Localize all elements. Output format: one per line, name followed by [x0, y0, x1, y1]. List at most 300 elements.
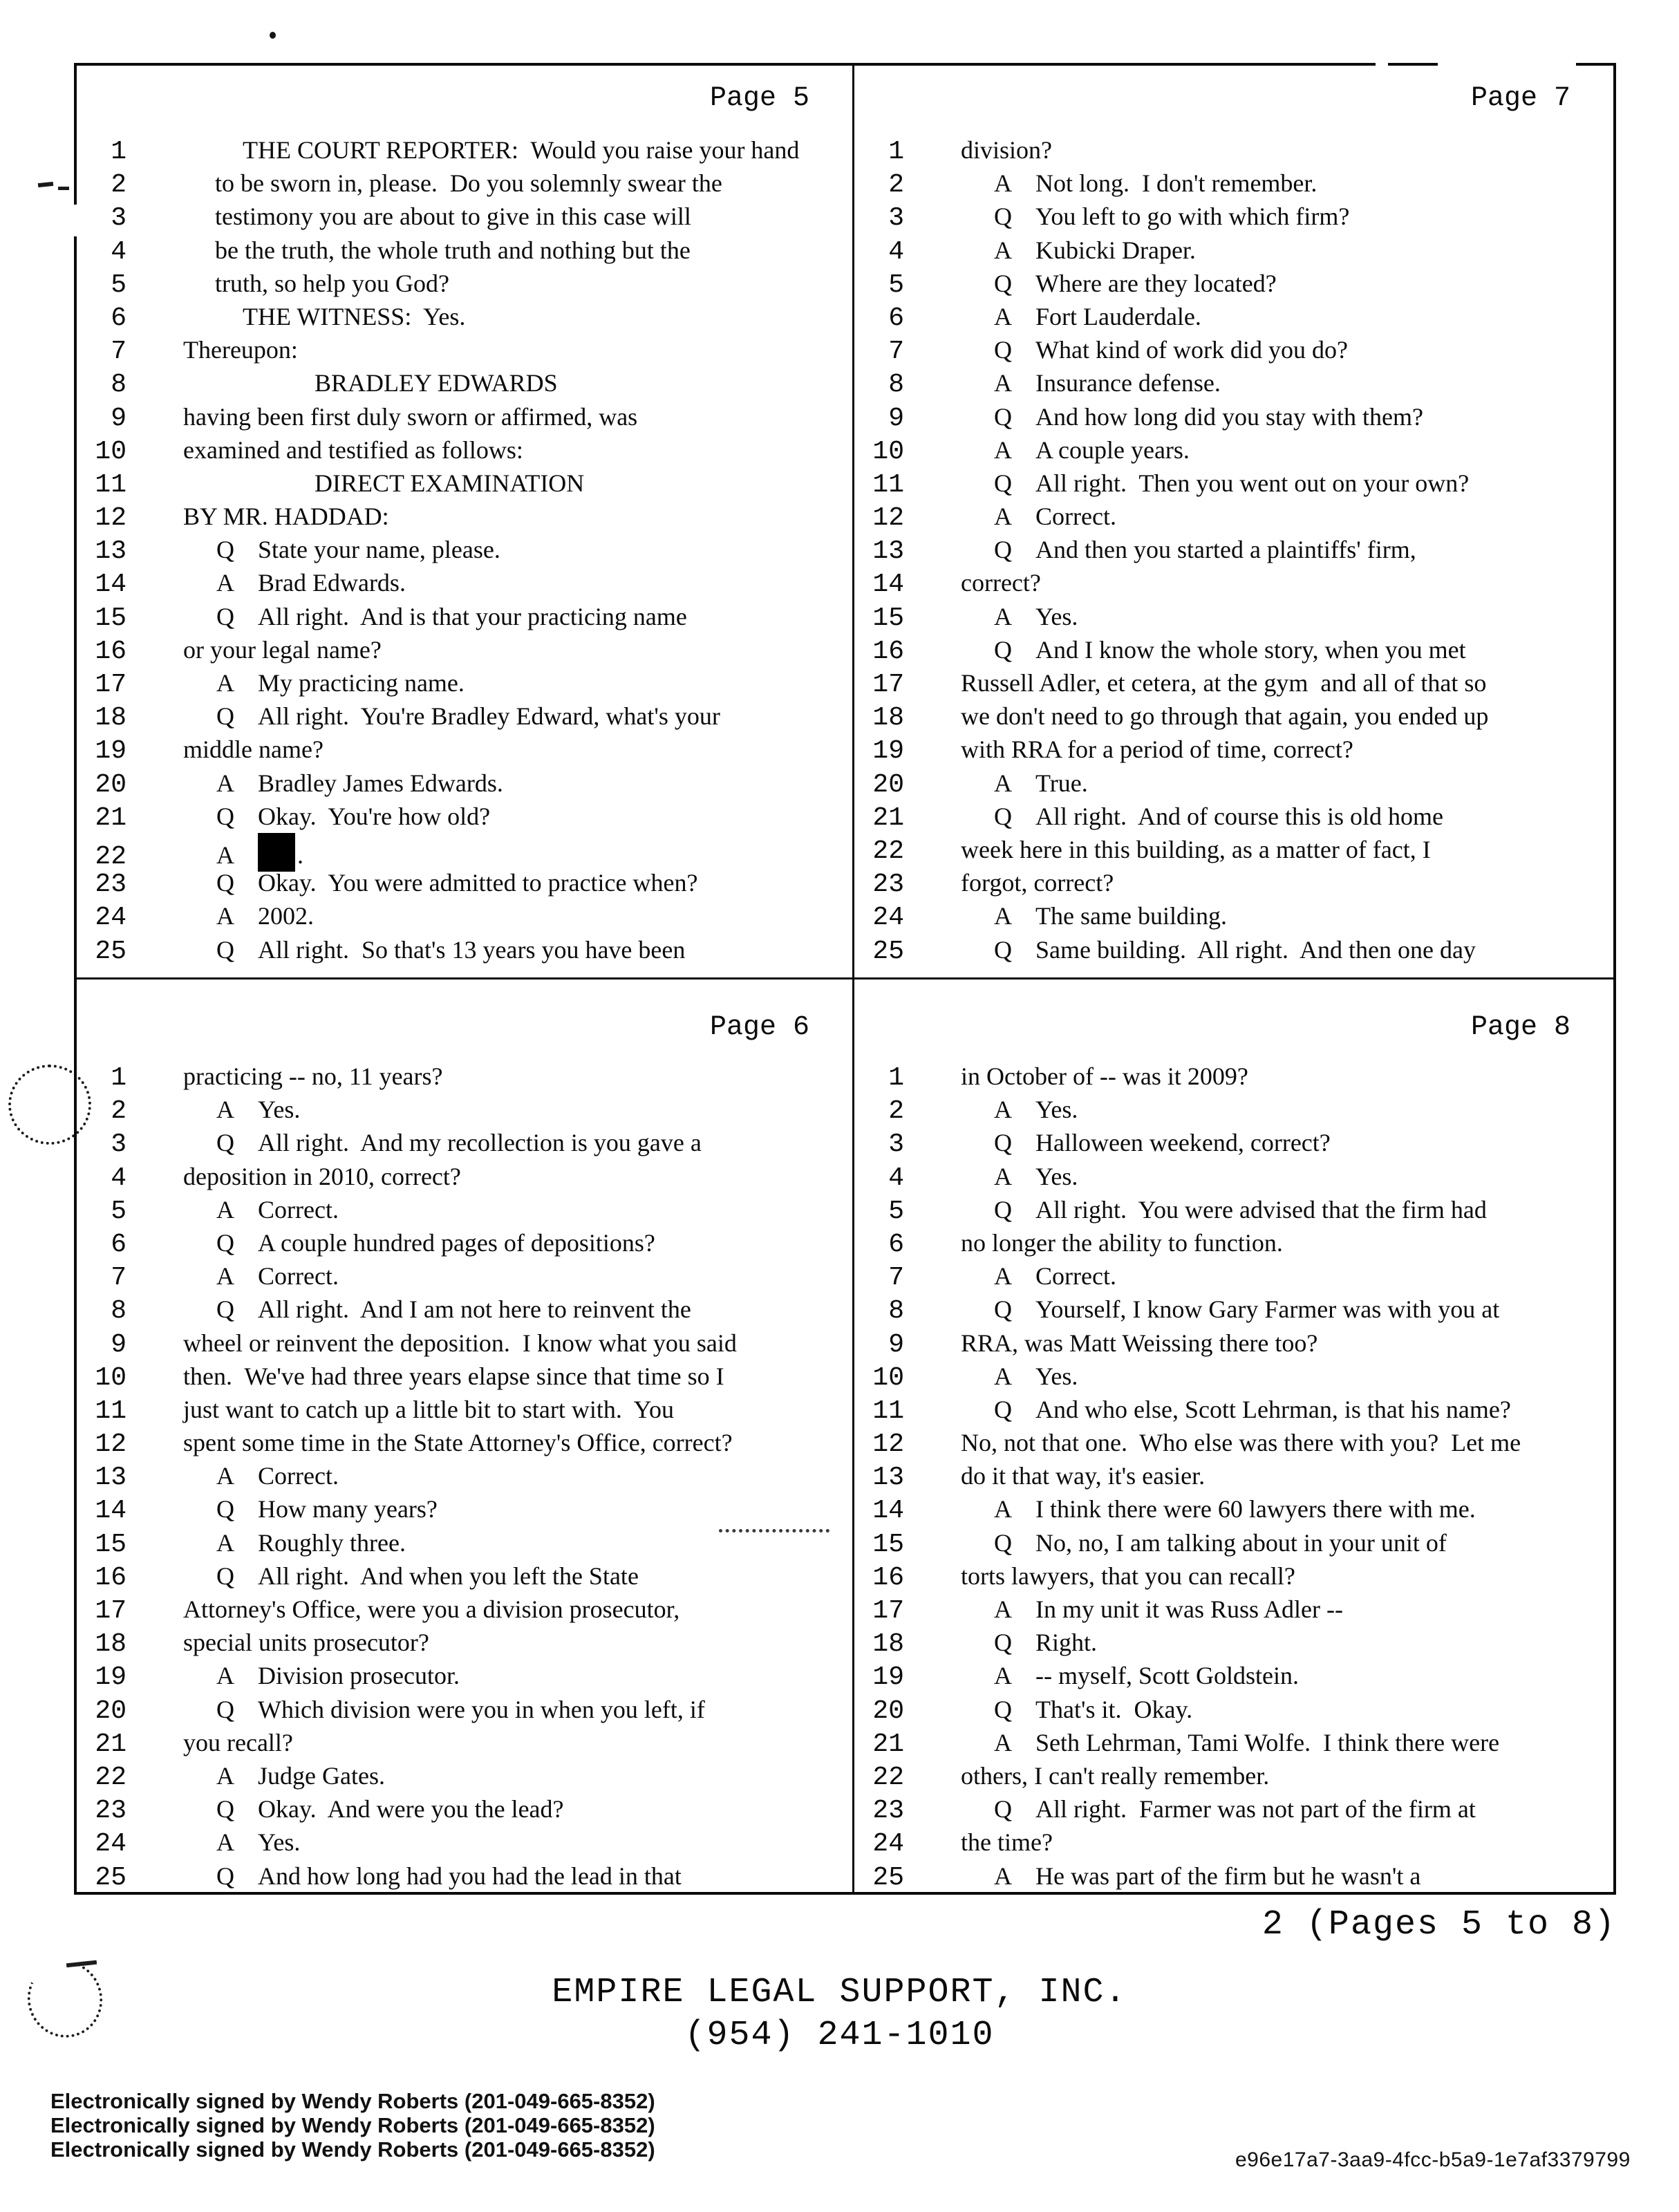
- qa-prefix: A: [994, 1662, 1012, 1690]
- line-text: deposition in 2010, correct?: [183, 1162, 461, 1190]
- line-number: 25: [95, 1862, 126, 1893]
- transcript-line: [854, 899, 1613, 932]
- signature-line: Electronically signed by Wendy Roberts (201-049-665-8352): [50, 2089, 655, 2113]
- qa-prefix: Q: [994, 1695, 1012, 1723]
- transcript-line: [854, 267, 1613, 300]
- answer-text: 2002.: [258, 902, 314, 930]
- answer-text: All right. You're Bradley Edward, what's your: [258, 702, 720, 731]
- line-text: the time?: [961, 1828, 1053, 1857]
- transcript-line: [77, 267, 852, 300]
- qa-prefix: Q: [216, 602, 234, 630]
- line-number: 23: [95, 1796, 126, 1826]
- line-number: 13: [95, 536, 126, 567]
- transcript-line: [77, 533, 852, 566]
- qa-prefix: A: [216, 1462, 234, 1490]
- line-number: 7: [111, 337, 126, 367]
- transcript-line: [854, 533, 1613, 566]
- transcript-line: [77, 767, 852, 800]
- qa-prefix: A: [216, 1096, 234, 1124]
- transcript-line: [854, 1792, 1613, 1826]
- line-number: 21: [872, 803, 904, 833]
- transcript-line: [77, 1259, 852, 1293]
- qa-prefix: Q: [216, 869, 234, 897]
- answer-text: What kind of work did you do?: [1035, 336, 1348, 364]
- transcript-line: [854, 1826, 1613, 1859]
- line-text: [126, 1526, 406, 1559]
- line-text: or your legal name?: [183, 635, 382, 664]
- qa-prefix: Q: [994, 536, 1012, 564]
- answer-text: Halloween weekend, correct?: [1035, 1129, 1331, 1157]
- transcript-line: [77, 1459, 852, 1492]
- answer-text: You left to go with which firm?: [1035, 203, 1350, 231]
- signature-line: Electronically signed by Wendy Roberts (201-049-665-8352): [50, 2137, 655, 2162]
- margin-dash-artifact: [58, 187, 69, 190]
- answer-text: .: [297, 841, 303, 869]
- line-number: 14: [95, 570, 126, 600]
- answer-text: Brad Edwards.: [258, 569, 406, 597]
- line-number: 24: [872, 1829, 904, 1859]
- qa-prefix: Q: [216, 802, 234, 830]
- transcript-line: [854, 1693, 1613, 1726]
- answer-text: My practicing name.: [258, 669, 465, 697]
- answer-text: Yes.: [1035, 1096, 1078, 1124]
- transcript-line: [854, 633, 1613, 666]
- line-number: 5: [888, 270, 904, 300]
- line-text: [904, 167, 1317, 200]
- answer-text: Roughly three.: [258, 1528, 406, 1557]
- line-text: [904, 200, 1349, 233]
- line-number: 8: [888, 1296, 904, 1327]
- line-number: 10: [95, 1362, 126, 1393]
- line-text: middle name?: [183, 735, 323, 764]
- transcript-line: [77, 933, 852, 966]
- answer-text: A couple hundred pages of depositions?: [258, 1228, 655, 1257]
- margin-dash-artifact: [38, 182, 54, 187]
- line-number: 16: [872, 636, 904, 666]
- transcript-line: [77, 1659, 852, 1692]
- transcript-line: [854, 1459, 1613, 1492]
- line-number: 8: [111, 1296, 126, 1327]
- transcript-line: [77, 500, 852, 533]
- line-number: 16: [95, 1562, 126, 1593]
- line-text: division?: [961, 136, 1052, 164]
- line-number: 3: [111, 203, 126, 234]
- border-gap-artifact: [1376, 61, 1388, 68]
- line-text: special units prosecutor?: [183, 1629, 429, 1657]
- line-text: [904, 533, 1416, 566]
- line-number: 22: [95, 841, 126, 872]
- transcript-line: [77, 133, 852, 167]
- transcript-line: [854, 433, 1613, 467]
- line-number: 7: [888, 337, 904, 367]
- answer-text: Okay. You were admitted to practice when?: [258, 869, 698, 897]
- line-text: [904, 1526, 1447, 1559]
- line-text: [904, 1093, 1078, 1126]
- line-text: correct?: [961, 569, 1041, 597]
- line-text: [904, 1259, 1116, 1293]
- line-number: 5: [111, 1196, 126, 1226]
- line-number: 12: [872, 503, 904, 534]
- qa-prefix: Q: [994, 1295, 1012, 1324]
- line-number: 3: [888, 203, 904, 234]
- line-text: [126, 1226, 655, 1259]
- answer-text: All right. You were advised that the firm had: [1035, 1195, 1487, 1224]
- line-text: [904, 767, 1088, 800]
- transcript-line: [77, 167, 852, 200]
- line-text: having been first duly sworn or affirmed, was: [183, 402, 638, 431]
- line-text: be the truth, the whole truth and nothing but the: [215, 236, 691, 264]
- transcript-line: [77, 1226, 852, 1259]
- line-number: 18: [872, 703, 904, 733]
- line-text: Attorney's Office, were you a division prosecutor,: [183, 1595, 680, 1623]
- line-text: [126, 1759, 385, 1792]
- transcript-line: [77, 1360, 852, 1393]
- qa-prefix: Q: [994, 469, 1012, 497]
- answer-text: Which division were you in when you left, if: [258, 1695, 705, 1723]
- line-text: [904, 1726, 1499, 1759]
- transcript-line: [854, 1160, 1613, 1193]
- line-number: 13: [95, 1463, 126, 1493]
- answer-text: And then you started a plaintiffs' firm,: [1035, 536, 1416, 564]
- qa-prefix: A: [994, 169, 1012, 198]
- transcript-line: [854, 1759, 1613, 1792]
- qa-prefix: A: [216, 669, 234, 697]
- transcript-line: [854, 1659, 1613, 1692]
- answer-text: All right. And when you left the State: [258, 1562, 639, 1590]
- line-number: 15: [872, 603, 904, 633]
- line-number: 12: [95, 503, 126, 534]
- transcript-line: [854, 1393, 1613, 1426]
- line-text: with RRA for a period of time, correct?: [961, 735, 1353, 764]
- line-number: 6: [111, 1229, 126, 1259]
- qa-prefix: A: [994, 369, 1012, 397]
- transcript-line: [854, 1360, 1613, 1393]
- answer-text: That's it. Okay.: [1035, 1695, 1193, 1723]
- line-number: 4: [111, 236, 126, 267]
- transcript-line: [77, 1093, 852, 1126]
- line-text: forgot, correct?: [961, 869, 1114, 897]
- answer-text: Yes.: [1035, 1362, 1078, 1390]
- transcript-line: [77, 300, 852, 333]
- line-number: 11: [95, 469, 126, 500]
- line-number: 1: [111, 1063, 126, 1093]
- line-text: [126, 1859, 682, 1893]
- transcript-line: [854, 333, 1613, 366]
- line-text: [904, 366, 1221, 400]
- line-text: [126, 767, 503, 800]
- answer-text: Division prosecutor.: [258, 1662, 460, 1690]
- transcript-line: [77, 1792, 852, 1826]
- answer-text: And how long had you had the lead in that: [258, 1862, 682, 1890]
- line-number: 25: [95, 936, 126, 966]
- line-text: in October of -- was it 2009?: [961, 1062, 1248, 1090]
- line-number: 23: [872, 870, 904, 900]
- line-text: to be sworn in, please. Do you solemnly swear the: [215, 169, 722, 198]
- qa-prefix: Q: [216, 702, 234, 731]
- qa-prefix: Q: [216, 1295, 234, 1324]
- line-number: 3: [888, 1130, 904, 1160]
- transcript-line: [77, 366, 852, 400]
- answer-text: No, no, I am talking about in your unit of: [1035, 1528, 1447, 1557]
- line-number: 2: [888, 1096, 904, 1127]
- line-number: 19: [95, 1662, 126, 1693]
- line-text: [904, 1693, 1192, 1726]
- line-number: 17: [95, 1596, 126, 1626]
- page-5-panel: [77, 66, 854, 980]
- transcript-line: [77, 1160, 852, 1193]
- transcript-lines: [77, 1060, 852, 1893]
- line-text: BY MR. HADDAD:: [183, 503, 389, 531]
- line-text: [126, 666, 465, 700]
- line-number: 1: [111, 137, 126, 167]
- qa-prefix: Q: [216, 1228, 234, 1257]
- line-number: 15: [95, 1529, 126, 1559]
- line-number: 22: [95, 1762, 126, 1792]
- transcript-grid: [74, 63, 1616, 1895]
- line-text: testimony you are about to give in this case will: [215, 203, 691, 231]
- line-text: [904, 600, 1078, 633]
- transcript-line: [854, 933, 1613, 966]
- qa-prefix: Q: [994, 1129, 1012, 1157]
- line-number: 8: [111, 370, 126, 400]
- line-text: [904, 1492, 1476, 1526]
- line-text: then. We've had three years elapse since that time so I: [183, 1362, 724, 1390]
- line-text: [904, 1293, 1499, 1326]
- transcript-line: [77, 1193, 852, 1226]
- line-text: others, I can't really remember.: [961, 1761, 1270, 1790]
- line-text: no longer the ability to function.: [961, 1228, 1283, 1257]
- qa-prefix: Q: [994, 1795, 1012, 1824]
- answer-text: Yourself, I know Gary Farmer was with you at: [1035, 1295, 1500, 1324]
- qa-prefix: A: [994, 1362, 1012, 1390]
- qa-prefix: Q: [994, 269, 1012, 297]
- line-text: [126, 533, 500, 566]
- answer-text: Insurance defense.: [1035, 369, 1221, 397]
- transcript-lines: [854, 1060, 1613, 1893]
- answer-text: Okay. You're how old?: [258, 802, 491, 830]
- qa-prefix: A: [216, 569, 234, 597]
- line-number: 2: [111, 170, 126, 200]
- line-number: 14: [95, 1496, 126, 1526]
- qa-prefix: Q: [994, 802, 1012, 830]
- line-text: torts lawyers, that you can recall?: [961, 1562, 1295, 1590]
- line-text: [126, 800, 490, 833]
- scan-speck-artifact: [270, 32, 276, 39]
- transcript-line: [77, 833, 852, 872]
- line-number: 1: [888, 1063, 904, 1093]
- line-number: 23: [872, 1796, 904, 1826]
- qa-prefix: A: [994, 1162, 1012, 1190]
- answer-text: All right. And my recollection is you gave a: [258, 1129, 702, 1157]
- transcript-line: [77, 433, 852, 467]
- line-number: 10: [95, 436, 126, 467]
- line-text: you recall?: [183, 1728, 293, 1756]
- line-text: do it that way, it's easier.: [961, 1462, 1206, 1490]
- line-text: [904, 899, 1227, 932]
- line-text: No, not that one. Who else was there with you? Let me: [961, 1429, 1521, 1457]
- transcript-line: [854, 566, 1613, 599]
- line-text: [126, 1126, 702, 1159]
- qa-prefix: Q: [216, 1862, 234, 1890]
- transcript-line: [854, 1526, 1613, 1559]
- line-number: 2: [888, 170, 904, 200]
- page-number-header: Page 6: [709, 1012, 809, 1043]
- line-text: [126, 1259, 339, 1293]
- answer-text: All right. So that's 13 years you have been: [258, 935, 686, 964]
- qa-prefix: Q: [994, 1528, 1012, 1557]
- transcript-line: [77, 1526, 852, 1559]
- qa-prefix: Q: [994, 1629, 1012, 1657]
- line-number: 23: [95, 870, 126, 900]
- line-number: 16: [95, 636, 126, 666]
- transcript-line: [77, 566, 852, 599]
- transcript-line: [77, 733, 852, 766]
- line-text: [904, 1160, 1078, 1193]
- transcript-line: [854, 767, 1613, 800]
- qa-prefix: A: [994, 769, 1012, 797]
- border-gap-artifact: [72, 205, 79, 236]
- line-number: 21: [95, 803, 126, 833]
- qa-prefix: A: [994, 1862, 1012, 1890]
- line-number: 14: [872, 1496, 904, 1526]
- transcript-line: [77, 1327, 852, 1360]
- signature-block: [50, 2089, 655, 2162]
- transcript-line: [854, 467, 1613, 500]
- line-number: 4: [888, 1163, 904, 1193]
- answer-text: Correct.: [258, 1195, 339, 1224]
- line-text: [126, 600, 687, 633]
- line-number: 25: [872, 1862, 904, 1893]
- transcript-line: [77, 333, 852, 366]
- qa-prefix: Q: [216, 1795, 234, 1824]
- answer-text: In my unit it was Russ Adler --: [1035, 1595, 1343, 1623]
- transcript-line: [854, 300, 1613, 333]
- answer-text: Same building. All right. And then one day: [1035, 935, 1476, 964]
- line-number: 18: [872, 1629, 904, 1660]
- line-text: [904, 933, 1476, 966]
- line-text: [126, 1193, 339, 1226]
- line-number: 7: [888, 1263, 904, 1293]
- answer-text: Judge Gates.: [258, 1761, 385, 1790]
- line-number: 5: [888, 1196, 904, 1226]
- line-text: spent some time in the State Attorney's Office, correct?: [183, 1429, 733, 1457]
- line-number: 20: [872, 1696, 904, 1726]
- transcript-line: [77, 1060, 852, 1093]
- document-id: e96e17a7-3aa9-4fcc-b5a9-1e7af3379799: [1235, 2148, 1631, 2171]
- transcript-line: [854, 133, 1613, 167]
- line-number: 22: [872, 836, 904, 866]
- qa-prefix: A: [216, 1662, 234, 1690]
- line-text: THE COURT REPORTER: Would you raise your hand: [243, 136, 800, 164]
- line-number: 25: [872, 936, 904, 966]
- line-number: 4: [111, 1163, 126, 1193]
- line-number: 7: [111, 1263, 126, 1293]
- qa-prefix: Q: [216, 935, 234, 964]
- line-number: 15: [95, 603, 126, 633]
- line-number: 8: [888, 370, 904, 400]
- qa-prefix: Q: [994, 635, 1012, 664]
- qa-prefix: Q: [994, 402, 1012, 431]
- qa-prefix: A: [216, 841, 234, 869]
- page-number-header: Page 5: [709, 83, 809, 114]
- sheet-page-range-label: 2 (Pages 5 to 8): [1261, 1905, 1616, 1944]
- qa-prefix: A: [994, 435, 1012, 464]
- signature-line: Electronically signed by Wendy Roberts (201-049-665-8352): [50, 2113, 655, 2137]
- transcript-line: [854, 1593, 1613, 1626]
- line-text: [126, 566, 406, 599]
- line-text: week here in this building, as a matter of fact, I: [961, 835, 1431, 863]
- answer-text: Correct.: [1035, 1262, 1116, 1291]
- qa-prefix: Q: [994, 336, 1012, 364]
- qa-prefix: A: [994, 236, 1012, 264]
- answer-text: Correct.: [258, 1462, 339, 1490]
- border-gap-artifact: [1438, 61, 1576, 68]
- line-number: 4: [888, 236, 904, 267]
- transcript-line: [77, 666, 852, 700]
- transcript-line: [854, 1226, 1613, 1259]
- answer-text: All right. Farmer was not part of the firm at: [1035, 1795, 1476, 1824]
- qa-prefix: A: [994, 1495, 1012, 1524]
- transcript-line: [77, 467, 852, 500]
- answer-text: Yes.: [1035, 1162, 1078, 1190]
- answer-text: Not long. I don't remember.: [1035, 169, 1317, 198]
- line-text: [904, 300, 1201, 333]
- line-text: [126, 1559, 639, 1593]
- transcript-line: [77, 234, 852, 267]
- line-number: 9: [111, 1329, 126, 1360]
- transcript-line: [854, 1626, 1613, 1659]
- transcript-lines: [77, 133, 852, 966]
- line-number: 12: [95, 1430, 126, 1460]
- line-text: [126, 1693, 705, 1726]
- line-text: [904, 1792, 1476, 1826]
- transcript-line: [77, 1593, 852, 1626]
- line-number: 10: [872, 1362, 904, 1393]
- answer-text: I think there were 60 lawyers there with me.: [1035, 1495, 1476, 1524]
- qa-prefix: Q: [216, 1495, 234, 1524]
- answer-text: Fort Lauderdale.: [1035, 302, 1201, 330]
- transcript-line: [854, 400, 1613, 433]
- transcript-line: [854, 1293, 1613, 1326]
- answer-text: Where are they located?: [1035, 269, 1277, 297]
- transcript-line: [77, 1826, 852, 1859]
- line-number: 22: [872, 1762, 904, 1792]
- transcript-line: [77, 866, 852, 899]
- line-text: we don't need to go through that again, you ended up: [961, 702, 1489, 731]
- qa-prefix: Q: [994, 935, 1012, 964]
- line-number: 13: [872, 1463, 904, 1493]
- transcript-line: [854, 833, 1613, 866]
- line-text: examined and testified as follows:: [183, 435, 523, 464]
- qa-prefix: A: [216, 1262, 234, 1291]
- line-text: [904, 400, 1423, 433]
- line-number: 21: [95, 1729, 126, 1759]
- transcript-line: [77, 1859, 852, 1893]
- line-number: 20: [872, 769, 904, 800]
- transcript-line: [854, 1559, 1613, 1593]
- transcript-line: [854, 1193, 1613, 1226]
- line-text: [904, 267, 1277, 300]
- line-text: [126, 1293, 691, 1326]
- line-text: wheel or reinvent the deposition. I know what you said: [183, 1329, 737, 1357]
- line-number: 19: [872, 1662, 904, 1693]
- transcript-line: [854, 167, 1613, 200]
- transcript-line: [854, 1726, 1613, 1759]
- transcript-line: [77, 1393, 852, 1426]
- qa-prefix: A: [216, 769, 234, 797]
- answer-text: Okay. And were you the lead?: [258, 1795, 564, 1824]
- qa-prefix: A: [216, 1528, 234, 1557]
